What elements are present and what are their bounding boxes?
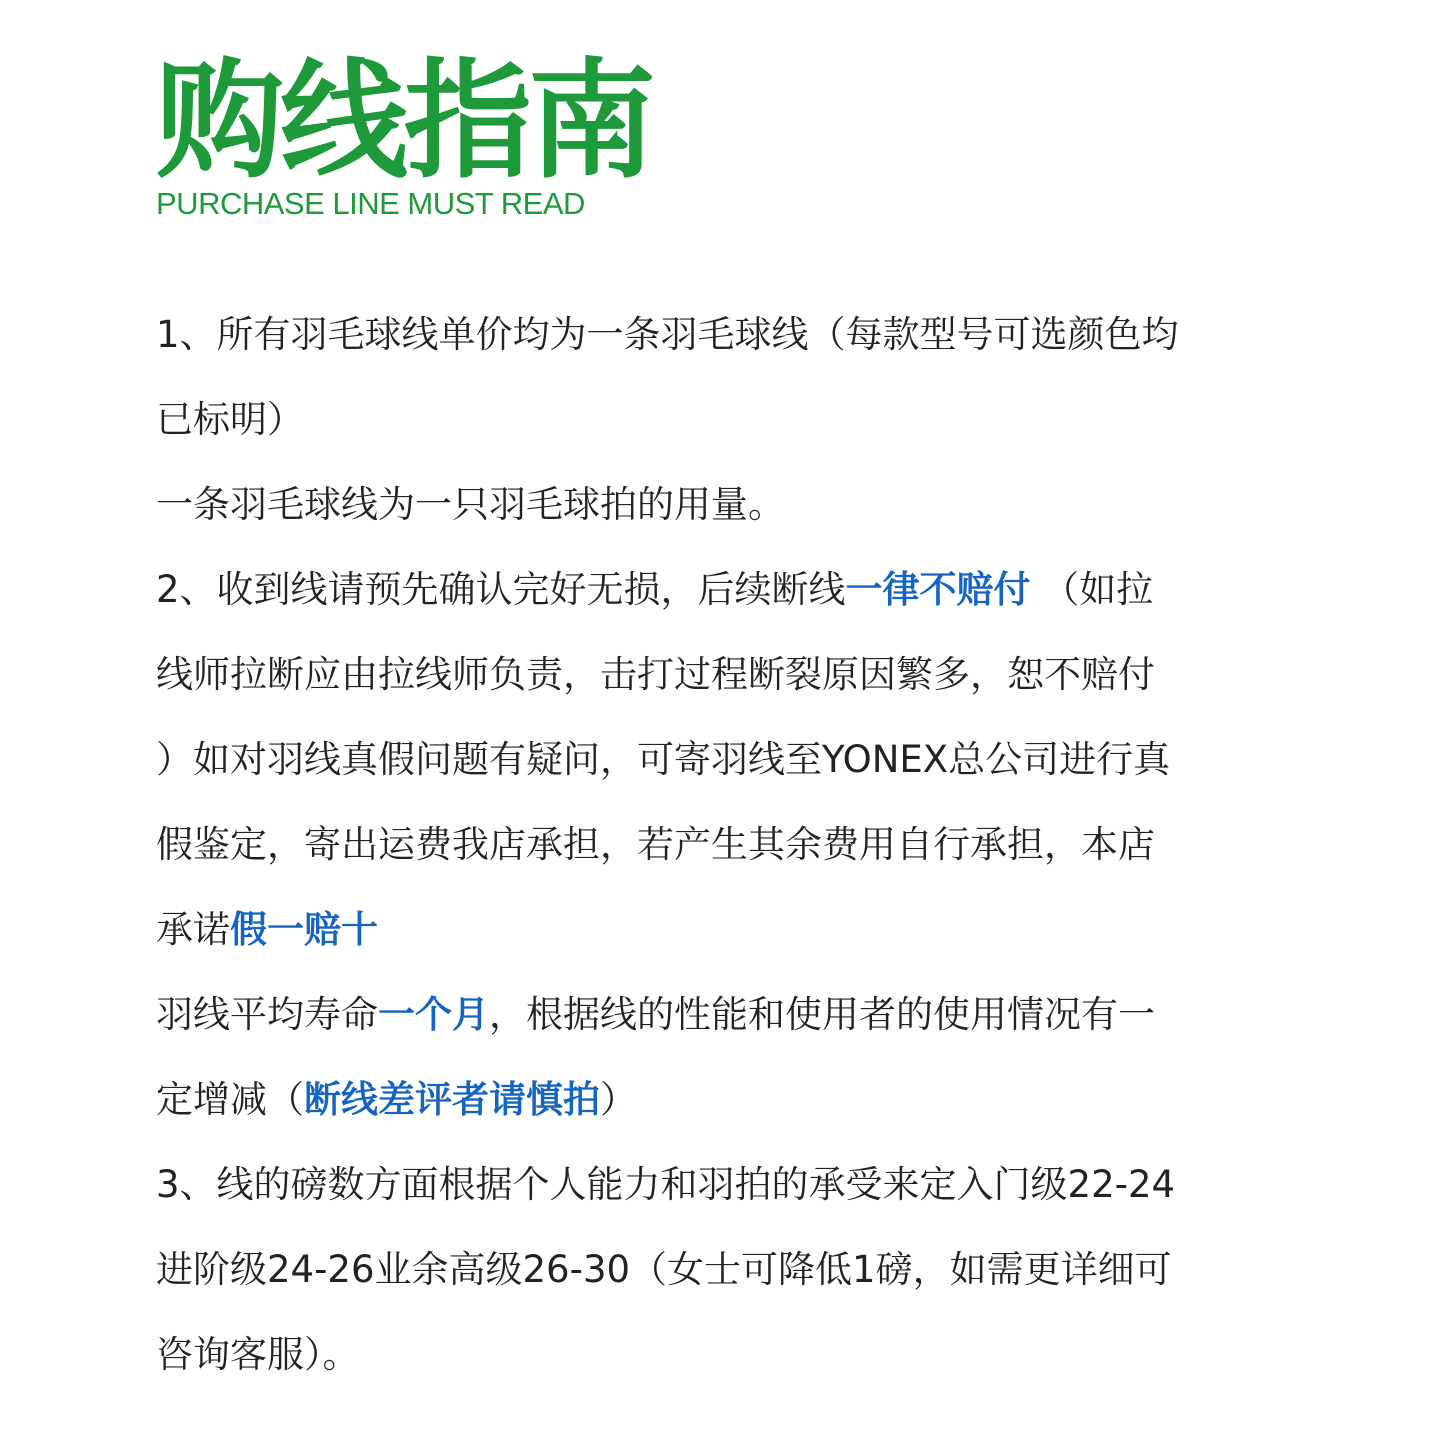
text-segment: 假鉴定，寄出运费我店承担，若产生其余费用自行承担，本店 — [156, 823, 1155, 866]
text-line — [156, 462, 1296, 547]
highlight-fake-compensation: 假一赔十 — [230, 908, 378, 951]
text-segment: ）如对羽线真假问题有疑问，可寄羽线至YONEX总公司进行真 — [156, 738, 1171, 781]
text-line — [156, 377, 1296, 462]
text-line — [156, 717, 1296, 802]
text-segment: ） — [600, 1078, 637, 1121]
text-segment: 羽线平均寿命 — [156, 993, 378, 1036]
purchase-guide-text — [156, 292, 1296, 1397]
text-segment: 咨询客服）。 — [156, 1333, 360, 1376]
page-title: 购线指南 — [156, 47, 653, 196]
text-segment: 已标明） — [156, 398, 304, 441]
text-segment: 进阶级24-26业余高级26-30（女士可降低1磅，如需更详细可 — [156, 1248, 1172, 1291]
text-segment: 定增减（ — [156, 1078, 304, 1121]
text-line — [156, 1057, 1296, 1142]
text-line — [156, 1312, 1296, 1397]
text-segment: ，根据线的性能和使用者的使用情况有一 — [489, 993, 1155, 1036]
text-segment: 3、线的磅数方面根据个人能力和羽拍的承受来定入门级22-24 — [156, 1163, 1176, 1206]
text-segment: 一条羽毛球线为一只羽毛球拍的用量。 — [156, 483, 785, 526]
page-subtitle: PURCHASE LINE MUST READ — [156, 186, 585, 221]
text-line — [156, 292, 1296, 377]
text-segment: 2、收到线请预先确认完好无损，后续断线 — [156, 568, 846, 611]
text-line — [156, 1227, 1296, 1312]
text-segment: 线师拉断应由拉线师负责，击打过程断裂原因繁多，恕不赔付 — [156, 653, 1155, 696]
text-segment: 1、所有羽毛球线单价均为一条羽毛球线（每款型号可选颜色均 — [156, 313, 1179, 356]
highlight-lifespan: 一个月 — [378, 993, 489, 1036]
highlight-review-warning: 断线差评者请慎拍 — [304, 1078, 600, 1121]
text-line — [156, 972, 1296, 1057]
text-line — [156, 802, 1296, 887]
header — [156, 47, 653, 222]
text-line — [156, 887, 1296, 972]
text-segment: 承诺 — [156, 908, 230, 951]
text-line — [156, 1142, 1296, 1227]
text-line — [156, 547, 1296, 632]
text-segment: （如拉 — [1030, 568, 1154, 611]
highlight-no-compensation: 一律不赔付 — [845, 568, 1031, 611]
text-line — [156, 632, 1296, 717]
